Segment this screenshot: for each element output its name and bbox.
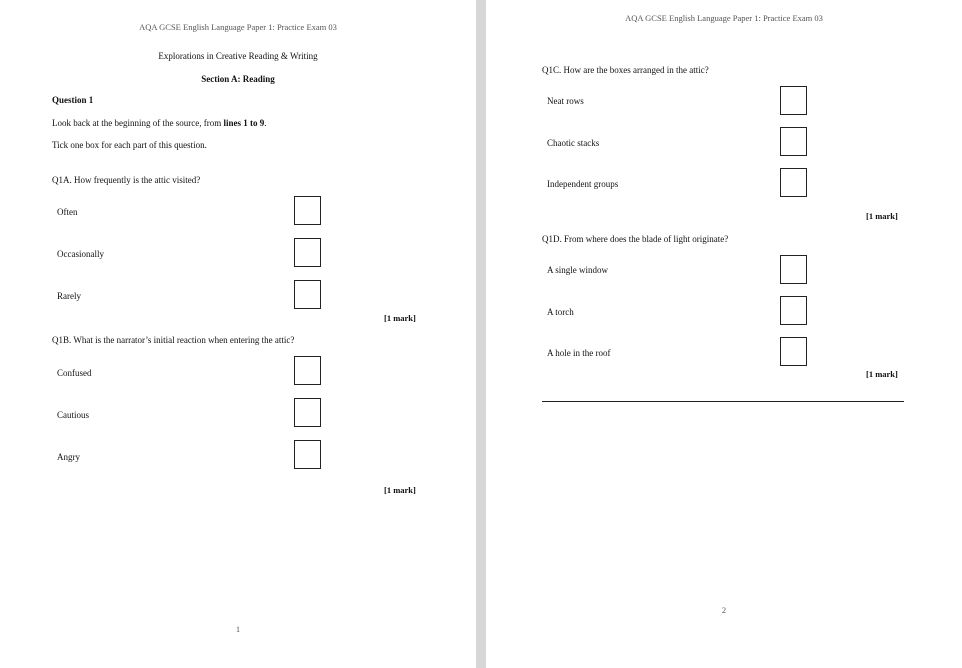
q1a-option-label: Rarely [57,291,81,301]
q1a-mark: [1 mark] [384,313,416,323]
page-number: 1 [235,624,241,634]
page-number: 2 [721,605,727,615]
q1a-question: Q1A. How frequently is the attic visited? [52,175,201,185]
question-heading: Question 1 [52,95,94,105]
q1d-option-label: A hole in the roof [547,348,611,358]
section-divider [542,401,904,402]
instruction-prefix: Look back at the beginning of the source, from [52,118,224,128]
q1c-option-chaotic-stacks-checkbox[interactable] [780,127,807,156]
q1d-question: Q1D. From where does the blade of light originate? [542,234,729,244]
q1a-option-label: Occasionally [57,249,104,259]
q1c-option-label: Independent groups [547,179,619,189]
page-2 [486,0,962,668]
q1b-option-label: Angry [57,452,80,462]
q1a-option-often-checkbox[interactable] [294,196,321,225]
q1a-option-rarely-checkbox[interactable] [294,280,321,309]
q1d-option-label: A single window [547,265,609,275]
q1a-option-label: Often [57,207,78,217]
q1b-option-label: Confused [57,368,92,378]
instruction-suffix: . [264,118,267,128]
tick-instruction: Tick one box for each part of this question. [52,140,207,150]
q1b-mark: [1 mark] [384,485,416,495]
section-title: Section A: Reading [201,74,275,84]
q1d-option-hole-in-roof-checkbox[interactable] [780,337,807,366]
q1d-option-single-window-checkbox[interactable] [780,255,807,284]
page-header: AQA GCSE English Language Paper 1: Practice Exam 03 [625,13,823,23]
q1b-option-confused-checkbox[interactable] [294,356,321,385]
q1c-question: Q1C. How are the boxes arranged in the attic? [542,65,709,75]
q1c-mark: [1 mark] [866,211,898,221]
q1b-question: Q1B. What is the narrator’s initial reaction when entering the attic? [52,335,295,345]
page-1 [0,0,476,668]
instruction-text [52,118,266,129]
paper-subtitle: Explorations in Creative Reading & Writing [158,51,318,61]
q1d-option-torch-checkbox[interactable] [780,296,807,325]
q1c-option-label: Neat rows [547,96,584,106]
q1c-option-neat-rows-checkbox[interactable] [780,86,807,115]
q1d-option-label: A torch [547,307,574,317]
q1c-option-label: Chaotic stacks [547,138,600,148]
q1d-mark: [1 mark] [866,369,898,379]
page-header: AQA GCSE English Language Paper 1: Practice Exam 03 [139,22,337,32]
q1b-option-cautious-checkbox[interactable] [294,398,321,427]
q1b-option-label: Cautious [57,410,90,420]
instruction-lines: lines 1 to 9 [223,118,265,128]
q1b-option-angry-checkbox[interactable] [294,440,321,469]
q1c-option-independent-groups-checkbox[interactable] [780,168,807,197]
q1a-option-occasionally-checkbox[interactable] [294,238,321,267]
